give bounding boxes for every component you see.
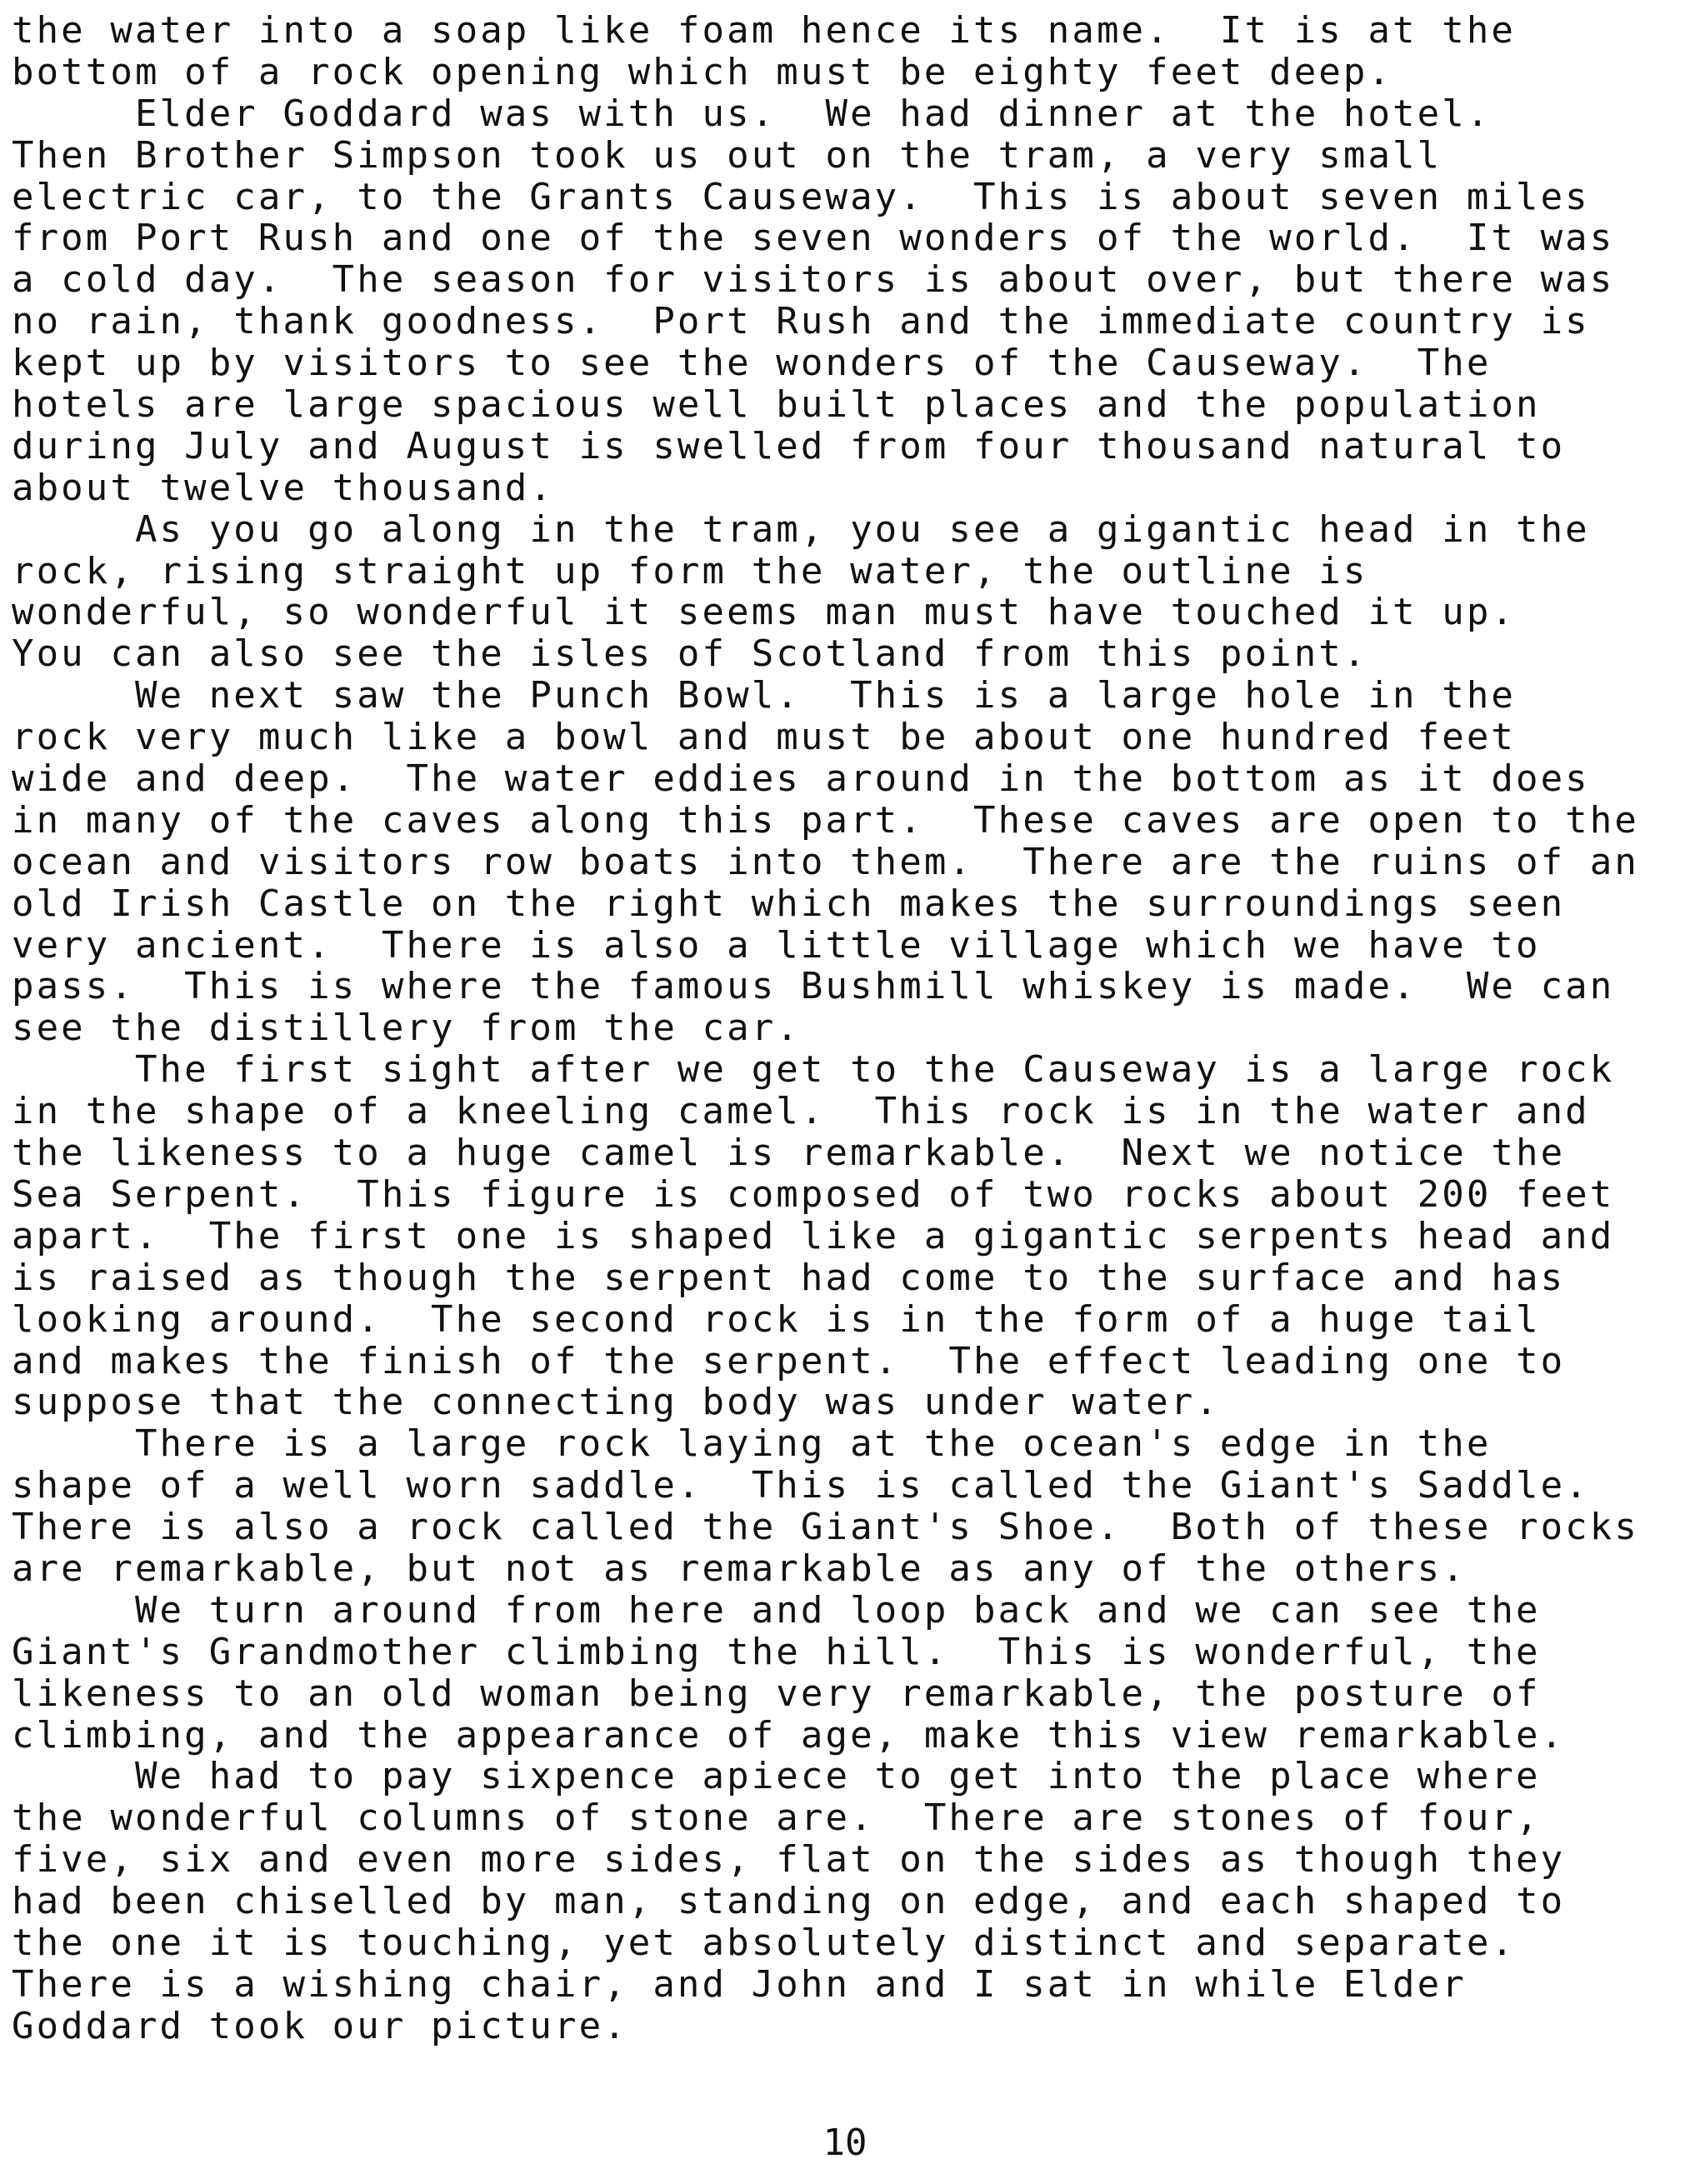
text-line: rock, rising straight up form the water, the outline is (12, 550, 1368, 592)
text-line: and makes the finish of the serpent. The effect leading one to (12, 1340, 1566, 1382)
text-line: about twelve thousand. (12, 467, 554, 509)
text-body (12, 10, 1678, 2047)
text-line: bottom of a rock opening which must be eighty feet deep. (12, 51, 1393, 93)
text-line: You can also see the isles of Scotland from this point. (12, 633, 1368, 676)
text-line: in many of the caves along this part. These caves are open to the (12, 799, 1639, 842)
text-line: Elder Goddard was with us. We had dinner at the hotel. (12, 92, 1492, 135)
text-line: suppose that the connecting body was under water. (12, 1382, 1220, 1424)
text-line: Then Brother Simpson took us out on the tram, a very small (12, 134, 1442, 177)
text-line: We had to pay sixpence apiece to get into the place where (12, 1756, 1541, 1798)
text-line: during July and August is swelled from four thousand natural to (12, 425, 1566, 467)
text-line: see the distillery from the car. (12, 1007, 801, 1050)
text-line: Giant's Grandmother climbing the hill. This is wonderful, the (12, 1631, 1541, 1673)
text-line: pass. This is where the famous Bushmill whiskey is made. We can (12, 966, 1615, 1008)
text-line: There is also a rock called the Giant's Shoe. Both of these rocks (12, 1507, 1639, 1548)
text-line: a cold day. The season for visitors is about over, but there was (12, 259, 1615, 302)
text-line: kept up by visitors to see the wonders of the Causeway. The (12, 342, 1492, 385)
text-line: There is a wishing chair, and John and I sat in while Elder (12, 1963, 1467, 2006)
text-line: Goddard took our picture. (12, 2005, 628, 2047)
document-page (12, 10, 1678, 2160)
text-line: hotels are large spacious well built places and the population (12, 384, 1541, 426)
text-line: likeness to an old woman being very remarkable, the posture of (12, 1672, 1541, 1715)
text-line: electric car, to the Grants Causeway. This is about seven miles (12, 176, 1590, 218)
text-line: no rain, thank goodness. Port Rush and the immediate country is (12, 301, 1590, 343)
text-line: There is a large rock laying at the ocean's edge in the (12, 1423, 1492, 1466)
text-line: in the shape of a kneeling camel. This rock is in the water and (12, 1091, 1590, 1133)
text-line: looking around. The second rock is in the form of a huge tail (12, 1298, 1541, 1341)
page-number: 10 (822, 2122, 868, 2164)
text-line: ocean and visitors row boats into them. There are the ruins of an (12, 841, 1639, 883)
text-line: is raised as though the serpent had come to the surface and has (12, 1257, 1566, 1299)
text-line: five, six and even more sides, flat on the sides as though they (12, 1839, 1566, 1882)
text-line: old Irish Castle on the right which makes the surroundings seen (12, 882, 1566, 925)
text-line: As you go along in the tram, you see a gigantic head in the (12, 508, 1590, 551)
text-line: Sea Serpent. This figure is composed of two rocks about 200 feet (12, 1173, 1615, 1216)
text-line: had been chiselled by man, standing on edge, and each shaped to (12, 1881, 1566, 1922)
text-line: climbing, and the appearance of age, make this view remarkable. (12, 1714, 1566, 1757)
text-line: wide and deep. The water eddies around in the bottom as it does (12, 758, 1590, 800)
text-line: We turn around from here and loop back and we can see the (12, 1589, 1541, 1632)
text-line: We next saw the Punch Bowl. This is a large hole in the (12, 675, 1517, 717)
text-line: wonderful, so wonderful it seems man must have touched it up. (12, 592, 1517, 634)
text-line: are remarkable, but not as remarkable as any of the others. (12, 1547, 1467, 1590)
text-line: the likeness to a huge camel is remarkable. Next we notice the (12, 1132, 1566, 1174)
text-line: very ancient. There is also a little village which we have to (12, 924, 1541, 967)
text-line: The first sight after we get to the Causeway is a large rock (12, 1049, 1615, 1092)
text-line: the water into a soap like foam hence its name. It is at the (12, 10, 1517, 52)
text-line: shape of a well worn saddle. This is called the Giant's Saddle. (12, 1465, 1590, 1507)
text-line: the one it is touching, yet absolutely distinct and separate. (12, 1922, 1517, 1964)
text-line: apart. The first one is shaped like a gigantic serpents head and (12, 1215, 1615, 1257)
text-line: the wonderful columns of stone are. There are stones of four, (12, 1797, 1541, 1840)
text-line: from Port Rush and one of the seven wonders of the world. It was (12, 217, 1615, 260)
text-line: rock very much like a bowl and must be about one hundred feet (12, 717, 1517, 759)
